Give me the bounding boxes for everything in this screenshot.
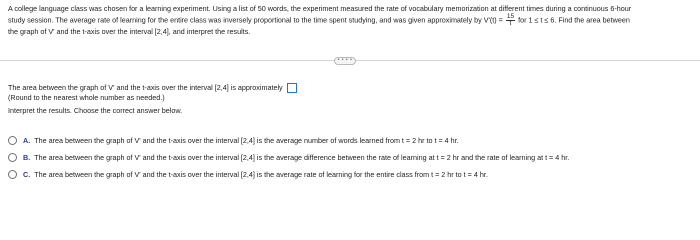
fraction-numerator: 15 <box>506 12 515 20</box>
radio-a[interactable] <box>8 136 17 145</box>
answer-prompt-line <box>8 83 297 93</box>
option-a-text: The area between the graph of V' and the t-axis over the interval [2,4] is the average number of words learned from t = 2 hr to t = 4 hr. <box>34 135 459 145</box>
problem-line-1: A college language class was chosen for a learning experiment. Using a list of 50 words, the experiment measured the rate of vocabulary memorization at different times during a continuous 6-hour <box>8 4 632 13</box>
problem-statement <box>8 4 696 36</box>
option-b[interactable] <box>8 151 569 163</box>
option-a[interactable] <box>8 134 459 146</box>
expand-more-button[interactable]: • • • • <box>334 57 356 65</box>
problem-line-2-start: study session. The average rate of learning for the entire class was inversely proportional to the time spent studying, and was given approximately by V'(t) = <box>8 14 503 24</box>
option-b-text: The area between the graph of V' and the t-axis over the interval [2,4] is the average difference between the rate of learning at t = 2 hr and the rate of learning at t = 4 hr. <box>34 152 570 162</box>
fraction-denominator: t <box>509 19 512 27</box>
problem-line-2 <box>8 14 696 27</box>
rounding-note: (Round to the nearest whole number as needed.) <box>8 93 165 102</box>
radio-b[interactable] <box>8 153 17 162</box>
option-c[interactable] <box>8 168 488 180</box>
interpret-heading: Interpret the results. Choose the correct answer below. <box>8 106 183 115</box>
option-c-letter: C. <box>23 169 31 179</box>
answer-input[interactable] <box>287 83 297 93</box>
option-a-letter: A. <box>23 135 31 145</box>
option-c-text: The area between the graph of V' and the t-axis over the interval [2,4] is the average rate of learning for the entire class from t = 2 hr to t = 4 hr. <box>34 169 488 179</box>
problem-line-2-end: for 1 ≤ t ≤ 6. Find the area between <box>518 14 630 24</box>
answer-prompt: The area between the graph of V' and the t-axis over the interval [2,4] is approximately <box>8 83 283 92</box>
option-b-letter: B. <box>23 152 31 162</box>
problem-line-3: the graph of V' and the t-axis over the interval [2,4], and interpret the results. <box>8 26 251 36</box>
rate-fraction <box>506 14 515 27</box>
radio-c[interactable] <box>8 170 17 179</box>
